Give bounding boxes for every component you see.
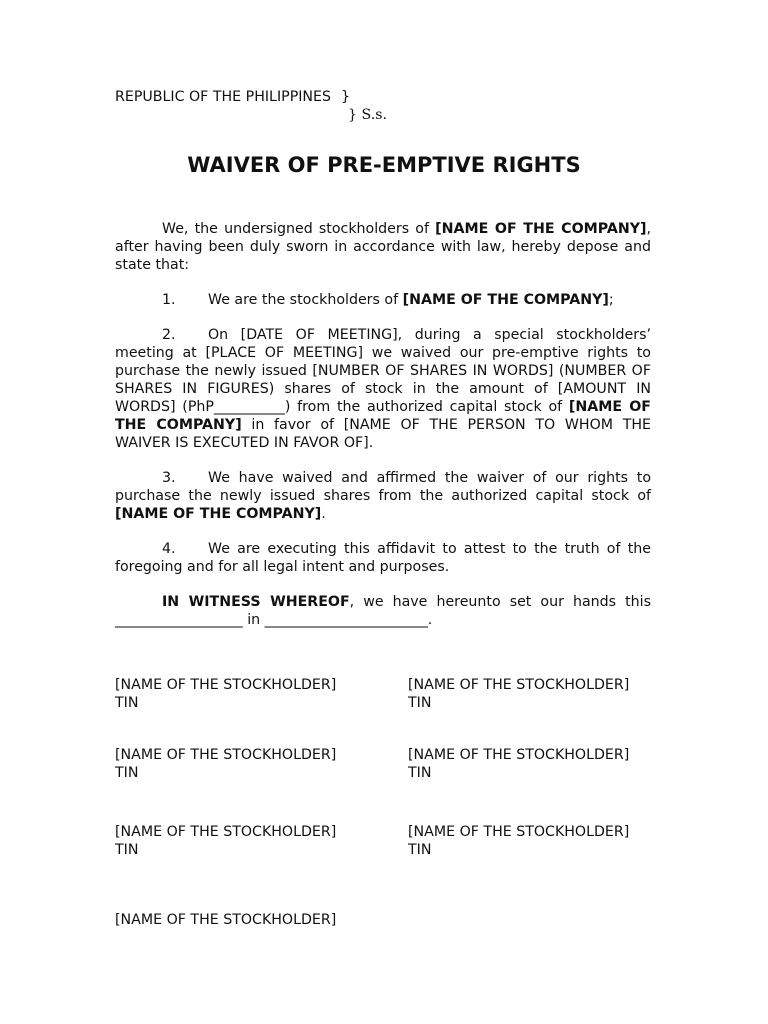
item-4 bbox=[115, 540, 651, 576]
item-1 bbox=[115, 291, 651, 309]
signatory-tin: TIN bbox=[115, 765, 139, 781]
item-text-a: We have waived and affirmed the waiver of our rights to purchase the newly issued shares from the authorized capital stock of bbox=[115, 470, 651, 504]
intro-text-b: , after having been duly sworn in accordance with law, hereby depose and state that: bbox=[115, 221, 651, 273]
signatory-tin: TIN bbox=[408, 695, 432, 711]
signatory-name: [NAME OF THE STOCKHOLDER] bbox=[408, 747, 630, 763]
item-text-b: in favor of [NAME OF THE PERSON TO WHOM THE WAIVER IS EXECUTED IN FAVOR OF]. bbox=[115, 417, 652, 451]
item-number: 4. bbox=[162, 541, 176, 557]
item-2 bbox=[115, 326, 651, 452]
venue-brace: } bbox=[341, 89, 351, 105]
item-text-a: We are executing this affidavit to attest to the truth of the foregoing and for all legal intent and purposes. bbox=[115, 541, 651, 575]
item-company: [NAME OF THE COMPANY] bbox=[115, 399, 652, 433]
venue-block bbox=[115, 88, 415, 128]
venue-country-line bbox=[115, 88, 350, 106]
intro-paragraph bbox=[115, 220, 651, 274]
signatory-name: [NAME OF THE STOCKHOLDER] bbox=[115, 677, 337, 693]
signatory-6 bbox=[408, 823, 688, 859]
document-body bbox=[115, 220, 651, 646]
signatory-3 bbox=[115, 746, 395, 782]
item-company: [NAME OF THE COMPANY] bbox=[402, 292, 609, 308]
item-number: 1. bbox=[162, 292, 176, 308]
witness-lead: IN WITNESS WHEREOF bbox=[162, 594, 350, 610]
item-text-a: We are the stockholders of bbox=[208, 292, 403, 308]
item-number: 3. bbox=[162, 470, 176, 486]
signatory-1 bbox=[115, 676, 395, 712]
intro-text-a: We, the undersigned stockholders of bbox=[162, 221, 436, 237]
witness-paragraph bbox=[115, 593, 651, 629]
signatory-name: [NAME OF THE STOCKHOLDER] bbox=[115, 824, 337, 840]
signatory-name: [NAME OF THE STOCKHOLDER] bbox=[408, 824, 630, 840]
signatory-5 bbox=[115, 823, 395, 859]
signatory-name: [NAME OF THE STOCKHOLDER] bbox=[115, 747, 337, 763]
signatory-tin: TIN bbox=[408, 842, 432, 858]
signatory-4 bbox=[408, 746, 688, 782]
signatory-tin: TIN bbox=[408, 765, 432, 781]
item-3 bbox=[115, 469, 651, 523]
signatory-tin: TIN bbox=[115, 695, 139, 711]
venue-country: REPUBLIC OF THE PHILIPPINES bbox=[115, 89, 332, 105]
signatory-tin: TIN bbox=[115, 842, 139, 858]
signatory-name: [NAME OF THE STOCKHOLDER] bbox=[115, 912, 337, 928]
signatory-2 bbox=[408, 676, 688, 712]
witness-text: , we have hereunto set our hands this __________________ in _______________________. bbox=[115, 594, 651, 628]
signatory-name: [NAME OF THE STOCKHOLDER] bbox=[408, 677, 630, 693]
signatory-7 bbox=[115, 911, 395, 929]
item-text-a: On [DATE OF MEETING], during a special stockholders’ meeting at [PLACE OF MEETING] we waived our pre-emptive rights to purchase the newly issued [NUMBER OF SHARES IN WORDS] (NUMBER OF SHARES IN FIGURES) shares of stock in the amount of [AMOUNT IN WORDS] (PhP__________) from the authorized capital stock of bbox=[115, 327, 651, 415]
item-text-b: ; bbox=[608, 292, 614, 308]
intro-company: [NAME OF THE COMPANY] bbox=[435, 221, 647, 237]
item-number: 2. bbox=[162, 327, 176, 343]
document-title: WAIVER OF PRE-EMPTIVE RIGHTS bbox=[187, 153, 581, 177]
venue-ss: } S.s. bbox=[348, 107, 388, 123]
item-company: [NAME OF THE COMPANY] bbox=[115, 506, 322, 522]
item-text-b: . bbox=[321, 506, 326, 522]
